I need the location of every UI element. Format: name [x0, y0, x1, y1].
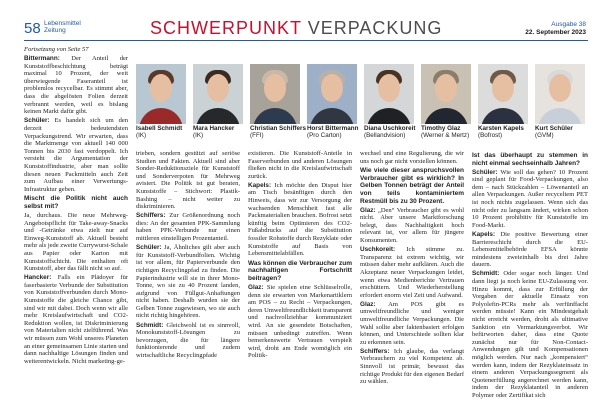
portrait-image	[364, 64, 414, 124]
participant-photo	[307, 64, 359, 139]
paragraph: Schüler: Es handelt sich um den derzeit bedeutendsten Verpackungstrend. Wir erwarten, dass die Marktmenge von aktuell 140 000 Tonnen bis 2030 fast verdoppelt. Ich versteht die Argumentation der Kunststoffindustrie, aber man sollte diesen neuen Packmitteln auch Zeit zum Aufbau einer Verwertungs-Infrastruktur geben.	[24, 117, 129, 193]
portrait-image	[307, 64, 357, 124]
portrait-image	[193, 64, 243, 124]
paragraph: existieren. Die Kunststoff-Anteile in Faserverbunden und anderen Lösungen fließen nicht in die Kreislaufwirtschaft zurück.	[248, 150, 352, 180]
participant-organization: (IK)	[136, 132, 147, 139]
portrait-image	[478, 64, 528, 124]
paragraph: Glaz: Am POS gibt es umweltfreundliche und weniger umweltfreundliche Verpackungen. Die Wahl sollte aber faktenbasiert erfolgen können, und Unterschiede sollten klar zu erkennen sein.	[360, 300, 464, 346]
paragraph: Uschkoreit: Ich stimme zu. Transparenz ist extrem wichtig, wir müssen daher mehr aufklären. Auch die Akzeptanz neuer Verpackungen leidet, wenn etwa Medienberichte Vertrauen erschüttern. Und Wiederherstellung erfordert enorm viel Zeit und Aufwand.	[360, 246, 465, 299]
photo-caption	[535, 125, 612, 139]
participant-name: Mara Hancker	[193, 125, 235, 132]
issue-date: 22. September 2023	[525, 28, 586, 36]
portrait-image	[250, 64, 300, 124]
participant-photo	[250, 64, 306, 139]
question: Wie viele dieser anspruchsvollen Verbraucher gibt es wirklich? In Gelben Tonnen beträgt der Anteil von teils kontaminiertem Restmüll bis zu 30 Prozent.	[360, 167, 464, 205]
paragraph: Schüler: Wie soll das gehen? 10 Prozent sind geplant für Food-Verpackungen, also dem – nach Stückzahlen – Löwenanteil an allen Verpackungen. Außer recyceltem PET ist noch nichts zugelassen. Wenn sich das nicht oder zu langsam ändert, wirken schon 10 Prozent prohibitiv für Kunststoffe im Food-Markt.	[472, 168, 588, 229]
section-title: SCHWERPUNKT VERPACKUNG	[150, 18, 443, 38]
participant-photo	[478, 64, 528, 139]
participant-name: Diana Uschkoreit	[364, 125, 416, 132]
portrait-image	[535, 64, 585, 124]
participant-photos	[136, 64, 591, 139]
paragraph: Glaz: Sie spielen eine Schlüsselrolle, denn sie erwarten von Markenartiklern am POS – zu Recht – Verpackungen, deren Umweltfreundlichkeit transparent und nachvollziehbar kommuniziert wird. An sie gesendete Botschaften, müssen unbedingt zutreffen. Wenn bemerkenswerte Vertrauen verspielt wird, droht am Ende womöglich ein Politik-	[248, 284, 352, 360]
participant-organization: (Bofrost)	[478, 132, 503, 139]
participant-organization: (Werner & Mertz)	[421, 132, 470, 139]
article-column-2	[136, 150, 240, 361]
participant-name: Kurt Schüler	[535, 125, 573, 132]
issue-info	[525, 21, 586, 36]
participant-photo	[421, 64, 471, 139]
article-column-1	[24, 46, 128, 367]
paragraph: Schiffers: Zur Größenordnung noch dies: An der gesamten PPK-Sammlung haben PPK-Verbunde nur einen mittleren einstelligen Prozentanteil.	[136, 212, 240, 243]
participant-organization: (Pro Carton)	[307, 132, 342, 139]
question: Ist das überhaupt zu stemmen in nicht einmal sechseinhalb Jahren?	[472, 152, 588, 167]
page-number: 58	[24, 20, 41, 37]
participant-name: Timothy Glaz	[421, 125, 461, 132]
issue-number: Ausgabe 38	[551, 21, 586, 28]
paragraph: Schmidt: Gleichwohl ist es sinnvoll, Monokunststoff-Lösungen zu bevorzugen, die für längere funktionierende und zudem wirtschaftliche Recyclingpfade	[136, 321, 240, 359]
participant-name: Isabell Schmidt	[136, 125, 183, 132]
article-column-5	[472, 150, 588, 401]
participant-organization: (Bellandvision)	[364, 132, 406, 139]
participant-name: Horst Bittermann	[307, 125, 359, 132]
participant-organization: (FFI)	[250, 132, 264, 139]
paragraph: Schmidt: Oder sogar noch länger. Und dann liegt ja noch keine EU-Zulassung vor. Hinzu kommt, dass zur Erfüllung der Vorgaben der aktuelle Einsatz von Polyolefin-PCRs mehr als verfünffacht werden müsste! Kann ein Mindestgehalt nicht erreicht werden, droht als ultimative Sanktion ein Vermarktungsverbot. Wir befürworten daher, dass eine Quote zunächst nur für Non-Contact-Anwendungen gilt und Kompensationen möglich werden. Nur nach „kompensiert“ werden kann, indem der Rezyklateinsatz in einem anderen Verpackungssegment als Quotenerfüllung angerechnet werden kann, indem der Rezyklatanteil in anderen Polymer oder Zertifikat sich	[472, 270, 588, 399]
participant-organization: (IK)	[193, 132, 204, 139]
participant-photo	[136, 64, 186, 139]
paragraph: Ja, durchaus. Die neue Mehrweg-Angebotspflicht für Take-away-Snacks und -Getränke etwa zielt nur auf Einweg-Kunststoff ab. Aktuell besteht mehr als jede zweite Currywurst-Schale aus Papier oder Karton mit Kunststoffschicht. Die enthalten oft Kunststoff, aber das fällt nicht so auf.	[24, 211, 128, 273]
participant-photo	[535, 64, 585, 139]
paragraph: trieben, sondern gestützt auf seriöse Studien und Fakten. Aktuell sind aber Sonder-Reduktionsziele für Kunststoff und Sonderverpoten für Mehrweg avisiert. Die Politik ist gut beraten, Kunststoffe – Stichwort: Plastik-Bashing – nicht weiter zu diskriminieren.	[136, 150, 240, 211]
paragraph: Kapels: Die positive Bewertung einer Barriereschicht durch die EU-Lebensmittelbehörde EFSA könnte mindestens zweieinhalb bis drei Jahre dauern.	[472, 230, 588, 269]
participant-photo	[364, 64, 416, 139]
participant-name: Karsten Kapels	[478, 125, 524, 132]
participant-name: Christian Schiffers	[250, 125, 306, 132]
paragraph: Schiffers: Ich glaube, das verlangt Verbrauchern zu viel Kompetenz ab. Sinnvoll ist primär, bewusst das richtige Produkt für den eigenen Bedarf zu wählen.	[360, 347, 464, 386]
paragraph: Bittermann: Der Anteil der Kunststoffbeschichtung beträgt maximal 10 Prozent, der weit überwiegende Faseranteil ist problemlos recycelbar. Es stimmt aber, dass die abgelösten Folien derzeit verbrannt werden, weil es bislang keinen Markt dafür gibt.	[24, 55, 129, 116]
participant-photo	[193, 64, 243, 139]
article-column-3	[248, 150, 352, 362]
portrait-image	[421, 64, 471, 124]
paragraph: Kapels: Ich möchte den Disput hier am Tisch besänftigen durch den Hinweis, dass wir zur Versorgung der wachsenden Menschheit fast alle Packmaterialien brauchen. Bofrost setzt künftig beim Optimieren des CO2-Fußabdrucks auf die Substitution fossiler Rohstoffe durch Rezyklate oder Kunststoffe auf Basis von Lebensmittelabfällen.	[248, 181, 352, 258]
publication-name: Lebensmittel Zeitung	[44, 20, 81, 34]
page-header	[0, 0, 612, 40]
article-column-4	[360, 150, 464, 387]
continuation-note: Fortsetzung von Seite 57	[24, 46, 89, 53]
participant-organization: (GVM)	[535, 132, 554, 139]
portrait-image	[136, 64, 186, 124]
question: Was können die Verbraucher zum nachhaltigen Fortschritt beitragen?	[248, 259, 352, 282]
paragraph: Glaz: „Den“ Verbraucher gibt es wohl nicht. Aber unsere Marktforschung belegt, dass Nachhaltigkeit hoch relevant ist, vor allem für jüngere Konsumenten.	[360, 206, 465, 245]
paragraph: wechsel und eine Regulierung, die wir uns noch gar nicht vorstellen können.	[360, 150, 464, 165]
paragraph: Schüler: Ja, Ähnliches gilt aber auch für Kunststoff-Verbundfolien. Wichtig ist vor allem, für Papierverbunde den richtigen Recyclingpfad zu finden. Die Papierindustrie will sie in ihrer Mono-Tonne, wo sie zu 40 Prozent landen, aufgrund von Füllgut-Anhaftungen nicht haben. Deshalb wurden sie der Gelben Tonne zugewiesen, wo sie auch nicht richtig hingehören.	[136, 244, 240, 320]
question: Mischt die Politik nicht auch selbst mit?	[24, 195, 128, 210]
header-rule	[24, 40, 588, 41]
paragraph: Hancker: Falls ein Plädoyer für faserbasierte Verbunde der Substitution von Kunststoffverbunden durch Mono-Kunststoffe die gleiche Chance gibt, sind wir mit dabei. Doch wenn wir alle mehr Kreislaufwirtschaft und CO2-Reduktion wollen, ist Diskriminierung von Materialien nicht zielführend. Was wir müssen zum Wohl unseres Planeten an einer gemeinsamen Linie starten und dann nachhaltige Lösungen finden und weiterentwickeln. Nicht marketing-ge-	[24, 274, 128, 365]
